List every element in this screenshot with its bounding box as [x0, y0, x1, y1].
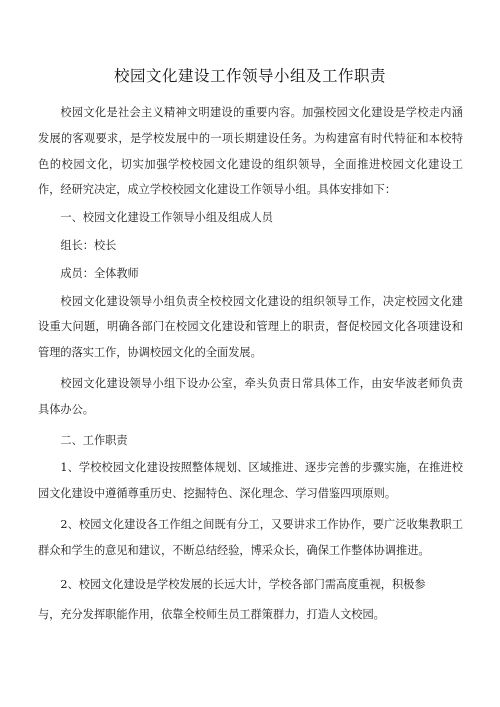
paragraph-duty-1: 1、学校校园文化建设按照整体规划、区域推进、逐步完善的步骤实施，在推进校园文化建设中遵循尊重历史、挖掘特色、深化理念、学习借鉴四项原则。: [38, 461, 463, 501]
section-heading-leadership-group: 一、校园文化建设工作领导小组及组成人员: [60, 211, 273, 225]
paragraph-duty-3: 2、校园文化建设是学校发展的长远大计，学校各部门需高度重视，积极参: [60, 577, 426, 591]
document-title: 校园文化建设工作领导小组及工作职责: [113, 67, 386, 85]
paragraph-intro: 校园文化是社会主义精神文明建设的重要内容。加强校园文化建设是学校走内涵发展的客观要求，是学校发展中的一项长期建设任务。为构建富有时代特征和本校特色的校园文化，切实加强学校校园文化建设的组织领导，全面推进校园文化建设工作，经研究决定，成立学校校园文化建设工作领导小组。具体安排如下：: [38, 106, 463, 197]
paragraph-group-members: 成员：全体教师: [60, 266, 139, 280]
paragraph-duty-3-continued: 与，充分发挥职能作用，依靠全校师生员工群策群力，打造人文校园。: [38, 608, 385, 622]
paragraph-office: 校园文化建设领导小组下设办公室，牵头负责日常具体工作，由安华波老师负责具体办公。: [38, 376, 463, 416]
paragraph-duty-2: 2、校园文化建设各工作组之间既有分工，又要讲求工作协作，要广泛收集教职工群众和学生的意见和建议，不断总结经验，博采众长，确保工作整体协调推进。: [38, 517, 463, 557]
paragraph-group-responsibility: 校园文化建设领导小组负责全校校园文化建设的组织领导工作，决定校园文化建设重大问题，明确各部门在校园文化建设和管理上的职责，督促校园文化各项建设和管理的落实工作，协调校园文化的全面发展。: [38, 294, 463, 360]
paragraph-group-leader: 组长：校长: [60, 238, 117, 252]
section-heading-duties: 二、工作职责: [60, 433, 128, 447]
document-body: [38, 100, 463, 628]
